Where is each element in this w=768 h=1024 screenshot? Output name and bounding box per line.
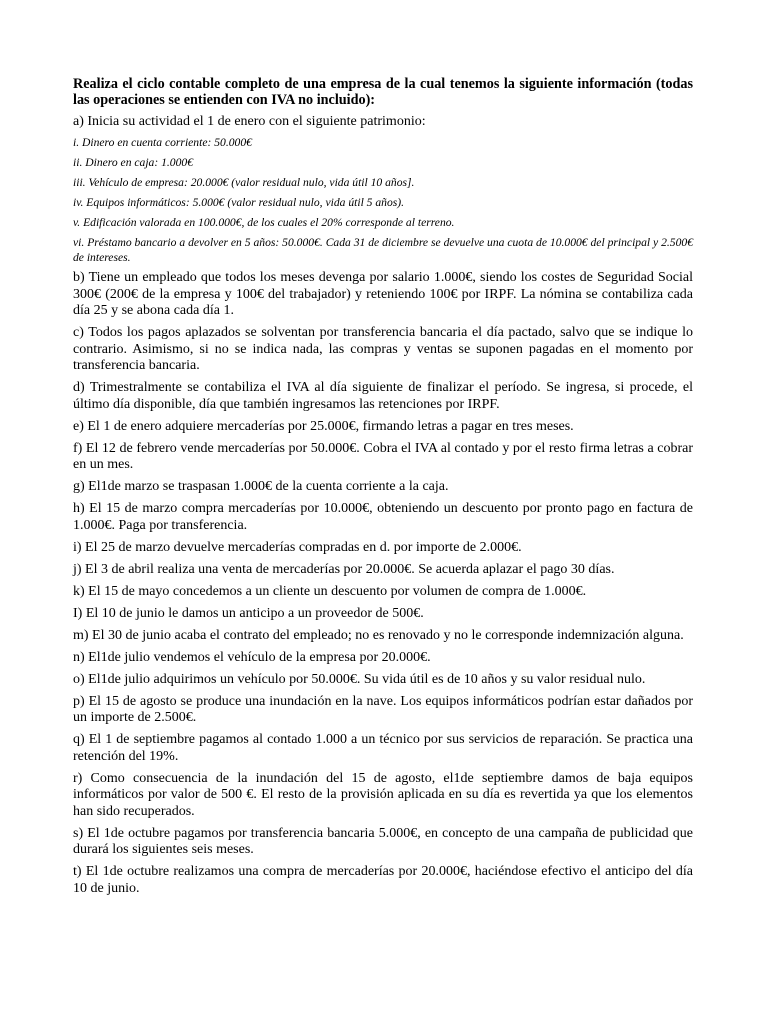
paragraph-d: d) Trimestralmente se contabiliza el IVA al día siguiente de finalizar el período. Se ingresa, si procede, el último día disponible, día que también ingresamos las retenciones por IRPF. <box>73 380 693 412</box>
asset-item: v. Edificación valorada en 100.000€, de los cuales el 20% corresponde al terreno. <box>73 216 455 229</box>
paragraph-l: I) El 10 de junio le damos un anticipo a un proveedor de 500€. <box>73 605 424 621</box>
asset-item: ii. Dinero en caja: 1.000€ <box>73 156 193 169</box>
paragraph-m: m) El 30 de junio acaba el contrato del empleado; no es renovado y no le corresponde indemnización alguna. <box>73 627 684 643</box>
paragraph-j: j) El 3 de abril realiza una venta de mercaderías por 20.000€. Se acuerda aplazar el pago 30 días. <box>73 561 615 577</box>
paragraph-i: i) El 25 de marzo devuelve mercaderías compradas en d. por importe de 2.000€. <box>73 539 522 555</box>
paragraph-f: f) El 12 de febrero vende mercaderías por 50.000€. Cobra el IVA al contado y por el resto firma letras a cobrar en un mes. <box>73 440 693 472</box>
paragraph-o: o) El1de julio adquirimos un vehículo por 50.000€. Su vida útil es de 10 años y su valor residual nulo. <box>73 671 646 687</box>
paragraph-h: h) El 15 de marzo compra mercaderías por 10.000€, obteniendo un descuento por pronto pago en factura de 1.000€. Paga por transferencia. <box>73 501 693 533</box>
paragraph-b: b) Tiene un empleado que todos los meses devenga por salario 1.000€, siendo los costes de Seguridad Social 300€ (200€ de la empresa y 100€ del trabajador) y reteniendo 100€ por IRPF. La nómina se contabiliza cada día 25 y se abona cada día 1. <box>73 270 693 318</box>
paragraph-t: t) El 1de octubre realizamos una compra de mercaderías por 20.000€, haciéndose efectivo el anticipo del día 10 de junio. <box>73 864 693 896</box>
asset-item: i. Dinero en cuenta corriente: 50.000€ <box>73 136 252 149</box>
asset-item: vi. Préstamo bancario a devolver en 5 años: 50.000€. Cada 31 de diciembre se devuelve una cuota de 10.000€ del principal y 2.500€ de intereses. <box>73 236 693 264</box>
paragraph-r: r) Como consecuencia de la inundación del 15 de agosto, el1de septiembre damos de baja equipos informáticos por valor de 500 €. El resto de la provisión aplicada en su día es revertida ya que los elementos han sido recuperados. <box>73 770 693 819</box>
paragraph-q: q) El 1 de septiembre pagamos al contado 1.000 a un técnico por sus servicios de reparación. Se practica una retención del 19%. <box>73 732 693 764</box>
paragraph-e: e) El 1 de enero adquiere mercaderías por 25.000€, firmando letras a pagar en tres meses. <box>73 418 574 434</box>
paragraph-n: n) El1de julio vendemos el vehículo de la empresa por 20.000€. <box>73 649 431 665</box>
asset-item: iv. Equipos informáticos: 5.000€ (valor residual nulo, vida útil 5 años). <box>73 196 405 209</box>
paragraph-s: s) El 1de octubre pagamos por transferencia bancaria 5.000€, en concepto de una campaña de publicidad que durará los siguientes seis meses. <box>73 825 693 857</box>
document-heading: Realiza el ciclo contable completo de una empresa de la cual tenemos la siguiente información (todas las operaciones se entienden con IVA no incluido): <box>73 76 693 108</box>
asset-item: iii. Vehículo de empresa: 20.000€ (valor residual nulo, vida útil 10 años]. <box>73 176 415 189</box>
paragraph-c: c) Todos los pagos aplazados se solventan por transferencia bancaria el día pactado, salvo que se indique lo contrario. Asimismo, si no se indica nada, las compras y ventas se suponen pagadas en el momento por transferencia bancaria. <box>73 325 693 373</box>
paragraph-k: k) El 15 de mayo concedemos a un cliente un descuento por volumen de compra de 1.000€. <box>73 583 587 599</box>
document-body <box>73 76 693 903</box>
paragraph-g: g) El1de marzo se traspasan 1.000€ de la cuenta corriente a la caja. <box>73 479 449 494</box>
intro-paragraph: a) Inicia su actividad el 1 de enero con el siguiente patrimonio: <box>73 114 426 129</box>
paragraph-p: p) El 15 de agosto se produce una inundación en la nave. Los equipos informáticos podrían estar dañados por un importe de 2.500€. <box>73 693 693 725</box>
